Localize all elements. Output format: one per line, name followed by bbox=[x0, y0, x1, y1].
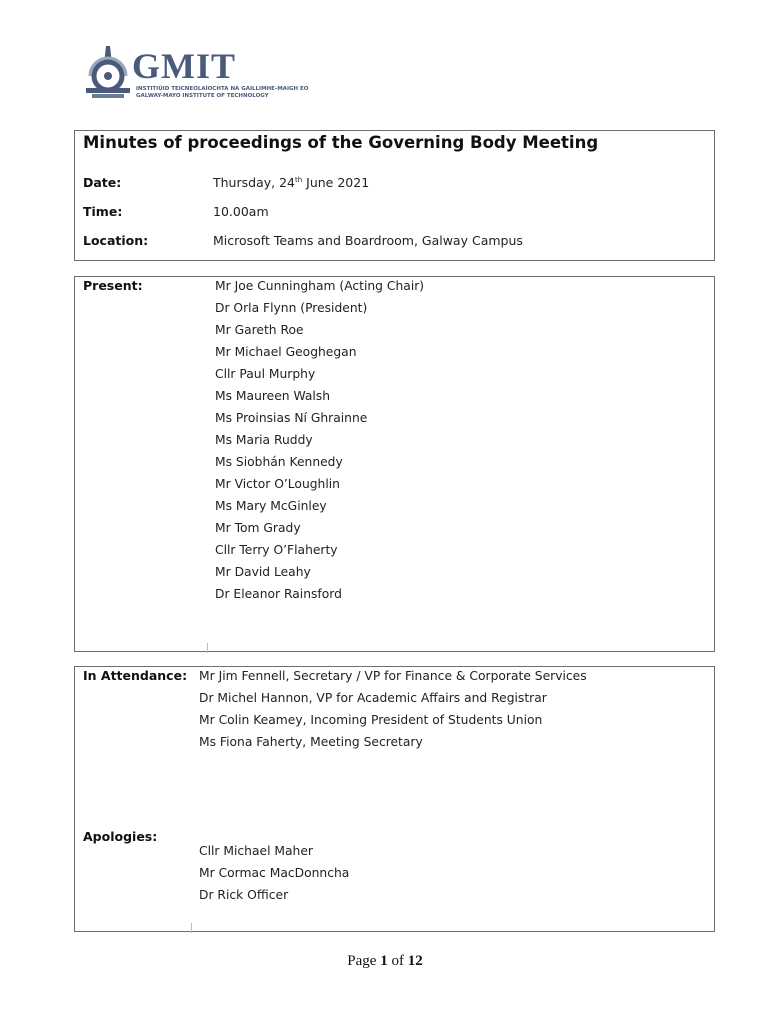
meeting-details-box bbox=[74, 130, 715, 261]
page-number: Page 1 of 12 bbox=[347, 953, 423, 969]
list-item: Dr Michel Hannon, VP for Academic Affairs and Registrar bbox=[199, 691, 547, 705]
list-item: Cllr Terry O’Flaherty bbox=[215, 543, 338, 557]
list-item: Ms Maria Ruddy bbox=[215, 433, 313, 447]
location-label: Location: bbox=[83, 233, 149, 248]
present-label: Present: bbox=[83, 278, 143, 293]
time-label: Time: bbox=[83, 204, 123, 219]
time-value: 10.00am bbox=[213, 204, 269, 219]
apologies-label: Apologies: bbox=[83, 829, 158, 844]
date-label: Date: bbox=[83, 175, 122, 190]
list-item: Dr Orla Flynn (President) bbox=[215, 301, 368, 315]
list-item: Mr Tom Grady bbox=[215, 521, 301, 535]
list-item: Ms Mary McGinley bbox=[215, 499, 327, 513]
list-item: Mr Victor O’Loughlin bbox=[215, 477, 340, 491]
logo-subtitle-english: GALWAY-MAYO INSTITUTE OF TECHNOLOGY bbox=[136, 93, 269, 99]
gmit-crest-icon bbox=[82, 42, 134, 104]
location-value: Microsoft Teams and Boardroom, Galway Campus bbox=[213, 233, 523, 248]
column-divider-mark bbox=[207, 643, 208, 653]
attendance-box bbox=[74, 666, 715, 932]
gmit-logo bbox=[82, 42, 309, 106]
list-item: Mr Michael Geoghegan bbox=[215, 345, 357, 359]
list-item: Mr Cormac MacDonncha bbox=[199, 866, 350, 880]
list-item: Ms Siobhán Kennedy bbox=[215, 455, 343, 469]
list-item: Mr Jim Fennell, Secretary / VP for Finance & Corporate Services bbox=[199, 669, 587, 683]
logo-subtitle-irish: INSTITIÚID TEICNEOLAÍOCHTA NA GAILLIMHE-MAIGH EO bbox=[136, 86, 309, 92]
attendance-list bbox=[199, 668, 587, 756]
list-item: Ms Proinsias Ní Ghrainne bbox=[215, 411, 368, 425]
list-item: Mr David Leahy bbox=[215, 565, 311, 579]
list-item: Dr Rick Officer bbox=[199, 888, 289, 902]
present-list bbox=[215, 278, 424, 608]
list-item: Mr Joe Cunningham (Acting Chair) bbox=[215, 279, 425, 293]
list-item: Cllr Michael Maher bbox=[199, 844, 313, 858]
list-item: Dr Eleanor Rainsford bbox=[215, 587, 342, 601]
column-divider-mark bbox=[191, 923, 192, 933]
attendance-label: In Attendance: bbox=[83, 668, 188, 683]
logo-wordmark: GMIT bbox=[132, 46, 237, 86]
list-item: Cllr Paul Murphy bbox=[215, 367, 316, 381]
list-item: Ms Maureen Walsh bbox=[215, 389, 331, 403]
present-box bbox=[74, 276, 715, 652]
list-item: Ms Fiona Faherty, Meeting Secretary bbox=[199, 735, 423, 749]
apologies-list bbox=[199, 843, 349, 909]
list-item: Mr Gareth Roe bbox=[215, 323, 304, 337]
list-item: Mr Colin Keamey, Incoming President of Students Union bbox=[199, 713, 543, 727]
date-value: Thursday, 24th June 2021 bbox=[213, 175, 370, 190]
page-title: Minutes of proceedings of the Governing Body Meeting bbox=[83, 133, 599, 152]
